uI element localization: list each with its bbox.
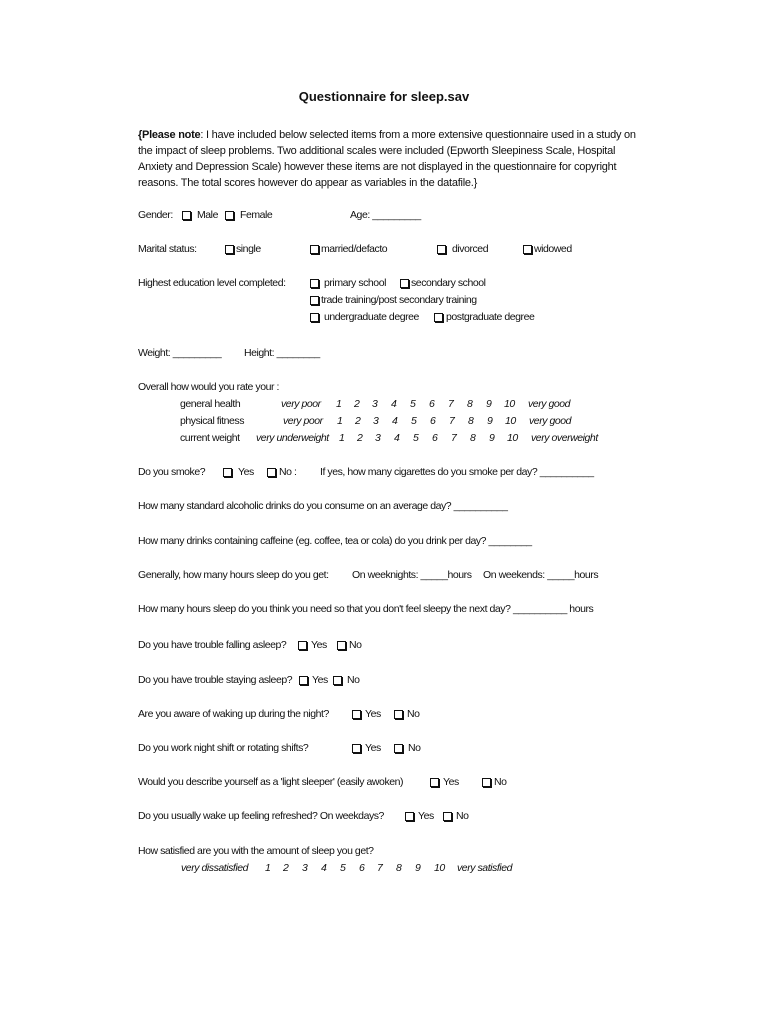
waking-night-yes-checkbox[interactable] [352,710,361,719]
gender-male-label: Male [197,209,218,221]
rate-high-current-weight: very overweight [531,432,598,444]
marital-married-checkbox[interactable] [310,245,319,254]
rate-scale-1[interactable]: 1 [339,432,345,444]
weight-field[interactable]: Weight: _________ [138,347,222,359]
gender-female-checkbox[interactable] [225,211,234,220]
rate-scale-10[interactable]: 10 [505,415,516,427]
rate-scale-7[interactable]: 7 [449,415,455,427]
rate-scale-2[interactable]: 2 [354,398,360,410]
shift-work-yes-label: Yes [365,742,381,754]
education-postgraduate-checkbox[interactable] [434,313,443,322]
note-open-brace: { [138,129,143,141]
gender-male-checkbox[interactable] [182,211,191,220]
light-sleeper-yes-label: Yes [443,776,459,788]
sleep-need-question[interactable]: How many hours sleep do you think you need so that you don't feel sleepy the next day? __________ hours [138,603,594,615]
rate-scale-7[interactable]: 7 [451,432,457,444]
satisfaction-scale-6[interactable]: 6 [359,862,365,874]
age-field[interactable]: Age: _________ [350,209,421,221]
rate-low-general-health: very poor [281,398,321,410]
gender-female-label: Female [240,209,273,221]
marital-divorced-label: divorced [452,243,489,255]
satisfaction-scale-5[interactable]: 5 [340,862,346,874]
shift-work-yes-checkbox[interactable] [352,744,361,753]
satisfaction-scale-2[interactable]: 2 [283,862,289,874]
staying-asleep-no-checkbox[interactable] [333,676,342,685]
satisfaction-scale-3[interactable]: 3 [302,862,308,874]
marital-widowed-checkbox[interactable] [523,245,532,254]
education-trade-label: trade training/post secondary training [321,294,477,306]
waking-night-yes-label: Yes [365,708,381,720]
education-secondary-checkbox[interactable] [400,279,409,288]
satisfaction-scale-10[interactable]: 10 [434,862,445,874]
satisfaction-scale-9[interactable]: 9 [415,862,421,874]
smoke-no-label: No : [279,466,297,478]
rate-scale-3[interactable]: 3 [375,432,381,444]
rate-scale-1[interactable]: 1 [337,415,343,427]
refreshed-yes-checkbox[interactable] [405,812,414,821]
waking-night-question: Are you aware of waking up during the night? [138,708,329,720]
rate-item-general-health: general health [180,398,241,410]
shift-work-no-label: No [408,742,421,754]
rate-high-general-health: very good [528,398,571,410]
falling-asleep-yes-label: Yes [311,639,327,651]
smoke-yes-checkbox[interactable] [223,468,232,477]
smoke-yes-label: Yes [238,466,254,478]
education-trade-checkbox[interactable] [310,296,319,305]
rate-scale-5[interactable]: 5 [411,415,417,427]
marital-married-label: married/defacto [321,243,388,255]
rate-scale-1[interactable]: 1 [336,398,342,410]
satisfaction-low-label: very dissatisfied [181,862,249,874]
satisfaction-high-label: very satisfied [457,862,512,874]
falling-asleep-question: Do you have trouble falling asleep? [138,639,287,651]
shift-work-no-checkbox[interactable] [394,744,403,753]
light-sleeper-no-label: No [494,776,507,788]
rate-scale-4[interactable]: 4 [394,432,400,444]
weekends-field[interactable]: On weekends: _____hours [483,569,599,581]
satisfaction-scale-1[interactable]: 1 [265,862,271,874]
rate-high-physical-fitness: very good [529,415,572,427]
rate-scale-6[interactable]: 6 [432,432,438,444]
rate-scale-8[interactable]: 8 [468,415,474,427]
falling-asleep-no-checkbox[interactable] [337,641,346,650]
falling-asleep-no-label: No [349,639,362,651]
marital-divorced-checkbox[interactable] [437,245,446,254]
weeknights-field[interactable]: On weeknights: _____hours [352,569,472,581]
note-text: : I have included below selected items from a more extensive questionnaire used in a study on the impact of sleep problems. Two additional scales were included (Epworth Sleepiness Scale, Hospital Anxiety and Depression Scale) however these items are not displayed in the questionnaire for copyright reasons. The total scores however do appear as variables in the datafile.} [138,129,636,189]
satisfaction-scale-8[interactable]: 8 [396,862,402,874]
rate-scale-8[interactable]: 8 [470,432,476,444]
rate-scale-5[interactable]: 5 [413,432,419,444]
marital-single-checkbox[interactable] [225,245,234,254]
sleep-hours-question: Generally, how many hours sleep do you get: [138,569,329,581]
education-label: Highest education level completed: [138,277,286,289]
rate-scale-3[interactable]: 3 [373,415,379,427]
falling-asleep-yes-checkbox[interactable] [298,641,307,650]
refreshed-no-label: No [456,810,469,822]
cigarettes-question[interactable]: If yes, how many cigarettes do you smoke per day? __________ [320,466,594,478]
rate-scale-9[interactable]: 9 [487,415,493,427]
staying-asleep-no-label: No [347,674,360,686]
light-sleeper-yes-checkbox[interactable] [430,778,439,787]
satisfaction-scale-7[interactable]: 7 [377,862,383,874]
marital-label: Marital status: [138,243,197,255]
height-field[interactable]: Height: ________ [244,347,320,359]
rate-heading: Overall how would you rate your : [138,381,279,393]
rate-low-physical-fitness: very poor [283,415,323,427]
rate-scale-10[interactable]: 10 [504,398,515,410]
rate-scale-2[interactable]: 2 [357,432,363,444]
rate-scale-5[interactable]: 5 [410,398,416,410]
education-primary-checkbox[interactable] [310,279,319,288]
refreshed-no-checkbox[interactable] [443,812,452,821]
staying-asleep-yes-label: Yes [312,674,328,686]
rate-scale-4[interactable]: 4 [391,398,397,410]
rate-scale-7[interactable]: 7 [448,398,454,410]
refreshed-yes-label: Yes [418,810,434,822]
rate-scale-9[interactable]: 9 [486,398,492,410]
rate-scale-10[interactable]: 10 [507,432,518,444]
rate-scale-4[interactable]: 4 [392,415,398,427]
page-title: Questionnaire for sleep.sav [298,89,470,104]
waking-night-no-checkbox[interactable] [394,710,403,719]
staying-asleep-question: Do you have trouble staying asleep? [138,674,293,686]
caffeine-question[interactable]: How many drinks containing caffeine (eg. coffee, tea or cola) do you drink per day? ________ [138,535,532,547]
staying-asleep-yes-checkbox[interactable] [299,676,308,685]
smoke-question: Do you smoke? [138,466,206,478]
education-primary-label: primary school [324,277,386,289]
alcohol-question[interactable]: How many standard alcoholic drinks do you consume on an average day? __________ [138,500,508,512]
education-undergraduate-checkbox[interactable] [310,313,319,322]
education-undergraduate-label: undergraduate degree [324,311,419,323]
rate-scale-3[interactable]: 3 [372,398,378,410]
rate-scale-8[interactable]: 8 [467,398,473,410]
rate-scale-2[interactable]: 2 [355,415,361,427]
note-bold-label: Please note [142,129,201,141]
marital-single-label: single [236,243,261,255]
satisfaction-scale-4[interactable]: 4 [321,862,327,874]
rate-item-current-weight: current weight [180,432,240,444]
rate-scale-6[interactable]: 6 [430,415,436,427]
light-sleeper-question: Would you describe yourself as a 'light sleeper' (easily awoken) [138,776,404,788]
satisfaction-question: How satisfied are you with the amount of sleep you get? [138,845,374,857]
waking-night-no-label: No [407,708,420,720]
rate-scale-9[interactable]: 9 [489,432,495,444]
rate-scale-6[interactable]: 6 [429,398,435,410]
rate-low-current-weight: very underweight [256,432,329,444]
refreshed-question: Do you usually wake up feeling refreshed? On weekdays? [138,810,384,822]
marital-widowed-label: widowed [534,243,572,255]
shift-work-question: Do you work night shift or rotating shifts? [138,742,309,754]
light-sleeper-no-checkbox[interactable] [482,778,491,787]
smoke-no-checkbox[interactable] [267,468,276,477]
rate-item-physical-fitness: physical fitness [180,415,244,427]
note-paragraph [138,127,638,191]
gender-label: Gender: [138,209,173,221]
education-postgraduate-label: postgraduate degree [446,311,535,323]
education-secondary-label: secondary school [411,277,486,289]
